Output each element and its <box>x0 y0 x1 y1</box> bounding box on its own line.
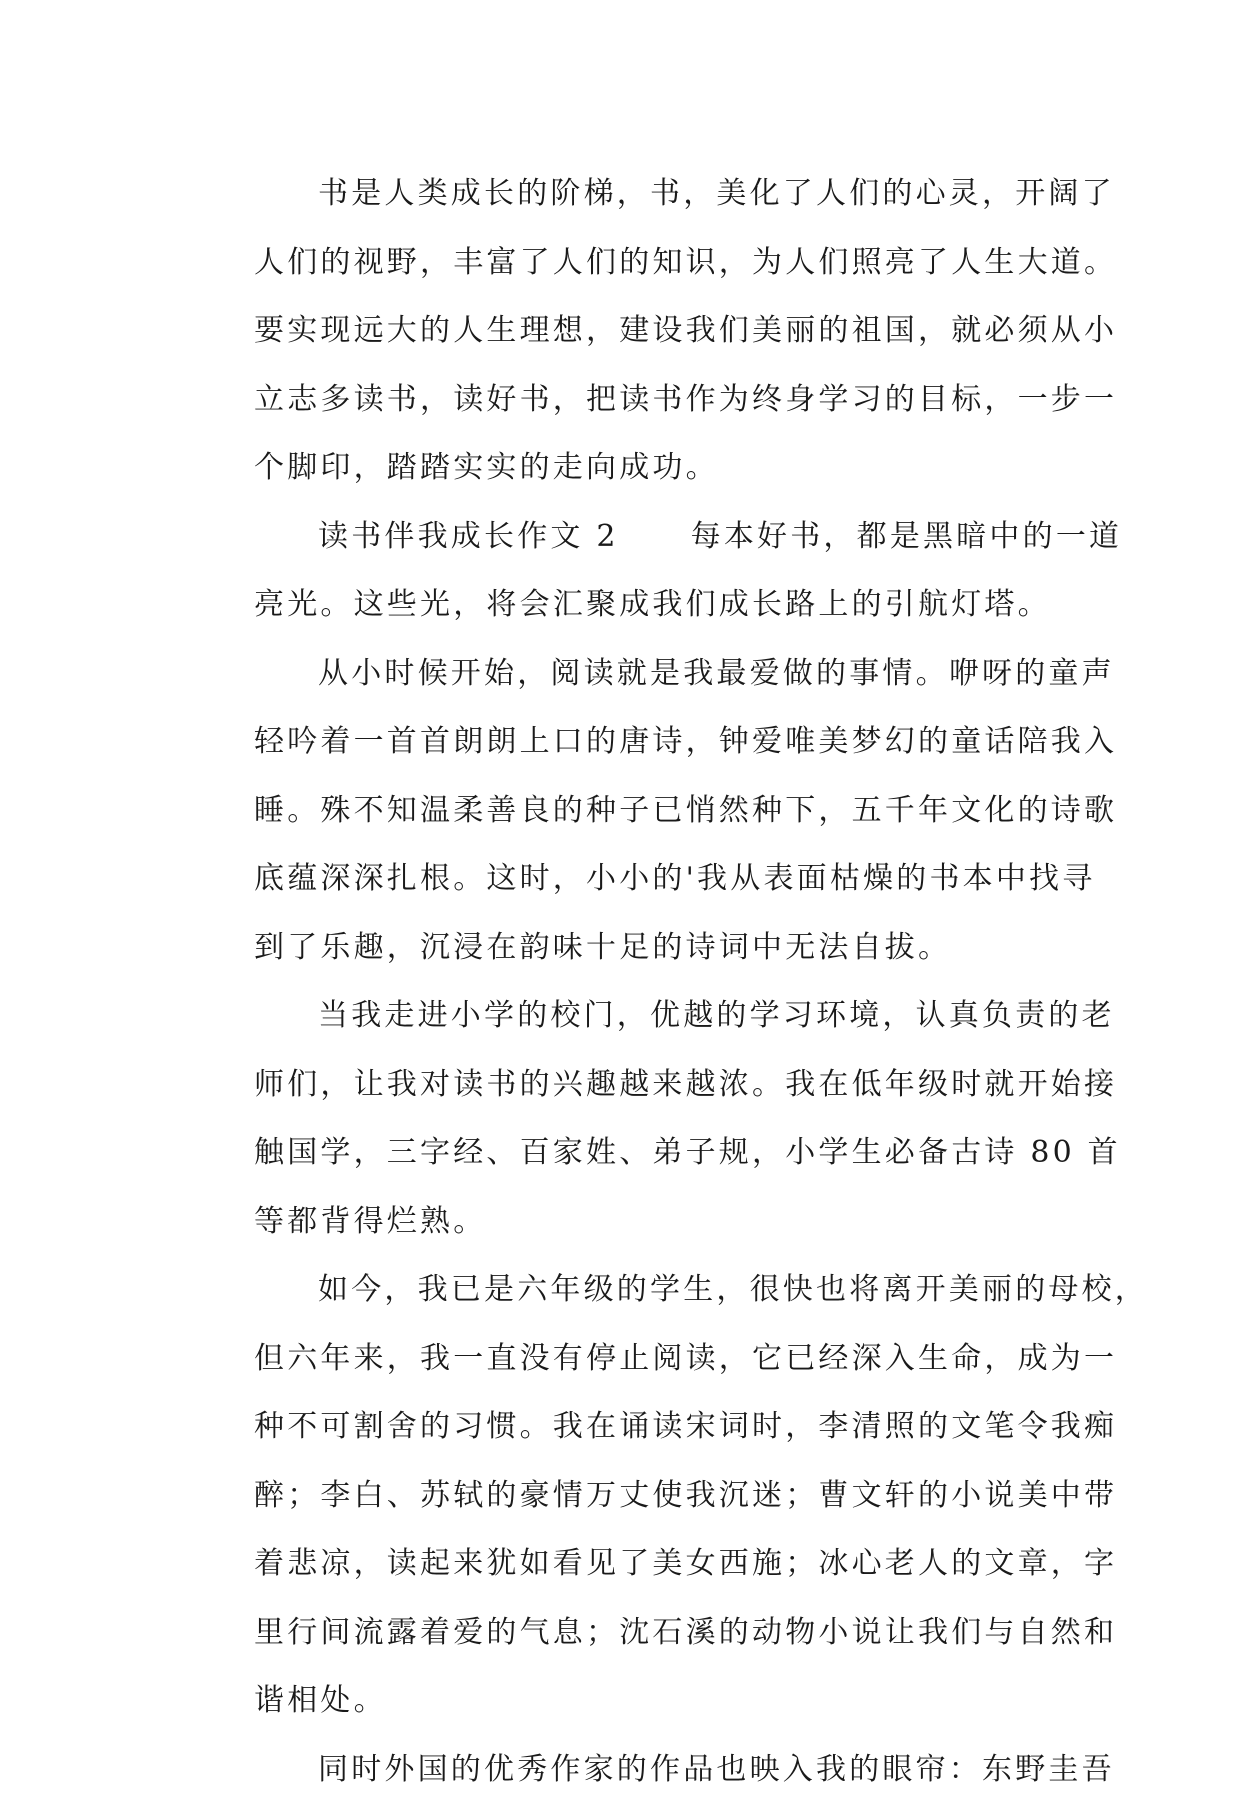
text-line: 里行间流露着爱的气息；沈石溪的动物小说让我们与自然和 <box>194 1599 1056 1668</box>
paragraph <box>194 503 1056 640</box>
text-line: 从小时候开始，阅读就是我最爱做的事情。咿呀的童声 <box>194 640 1056 709</box>
text-line: 轻吟着一首首朗朗上口的唐诗，钟爱唯美梦幻的童话陪我入 <box>194 708 1056 777</box>
text-line: 个脚印，踏踏实实的走向成功。 <box>194 434 1056 503</box>
paragraph <box>194 160 1056 503</box>
text-line: 立志多读书，读好书，把读书作为终身学习的目标，一步一 <box>194 366 1056 435</box>
text-line <box>194 503 1056 572</box>
text-line: 触国学，三字经、百家姓、弟子规，小学生必备古诗 80 首 <box>194 1119 1056 1188</box>
text-line: 但六年来，我一直没有停止阅读，它已经深入生命，成为一 <box>194 1325 1056 1394</box>
text-line: 师们，让我对读书的兴趣越来越浓。我在低年级时就开始接 <box>194 1051 1056 1120</box>
paragraph <box>194 1256 1056 1736</box>
text-line: 种不可割舍的习惯。我在诵读宋词时，李清照的文笔令我痴 <box>194 1393 1056 1462</box>
text-line: 当我走进小学的校门，优越的学习环境，认真负责的老 <box>194 982 1056 1051</box>
paragraph <box>194 982 1056 1256</box>
text-line: 人们的视野，丰富了人们的知识，为人们照亮了人生大道。 <box>194 229 1056 298</box>
paragraph <box>194 1736 1056 1804</box>
text-line: 到了乐趣，沉浸在韵味十足的诗词中无法自拔。 <box>194 914 1056 983</box>
text-run: 每本好书，都是黑暗中的一道 <box>691 519 1123 554</box>
text-line: 亮光。这些光，将会汇聚成我们成长路上的引航灯塔。 <box>194 571 1056 640</box>
text-line: 着悲凉，读起来犹如看见了美女西施；冰心老人的文章，字 <box>194 1530 1056 1599</box>
text-line: 醉；李白、苏轼的豪情万丈使我沉迷；曹文轩的小说美中带 <box>194 1462 1056 1531</box>
text-line: 书是人类成长的阶梯，书，美化了人们的心灵，开阔了 <box>194 160 1056 229</box>
document-body <box>194 160 1056 1804</box>
text-line: 底蕴深深扎根。这时，小小的'我从表面枯燥的书本中找寻 <box>194 845 1056 914</box>
paragraph <box>194 640 1056 983</box>
section-heading: 读书伴我成长作文 2 <box>318 519 619 554</box>
text-line: 如今，我已是六年级的学生，很快也将离开美丽的母校， <box>194 1256 1056 1325</box>
text-line: 等都背得烂熟。 <box>194 1188 1056 1257</box>
text-line: 睡。殊不知温柔善良的种子已悄然种下，五千年文化的诗歌 <box>194 777 1056 846</box>
text-line: 要实现远大的人生理想，建设我们美丽的祖国，就必须从小 <box>194 297 1056 366</box>
text-line: 同时外国的优秀作家的作品也映入我的眼帘：东野圭吾 <box>194 1736 1056 1804</box>
text-line: 谐相处。 <box>194 1667 1056 1736</box>
